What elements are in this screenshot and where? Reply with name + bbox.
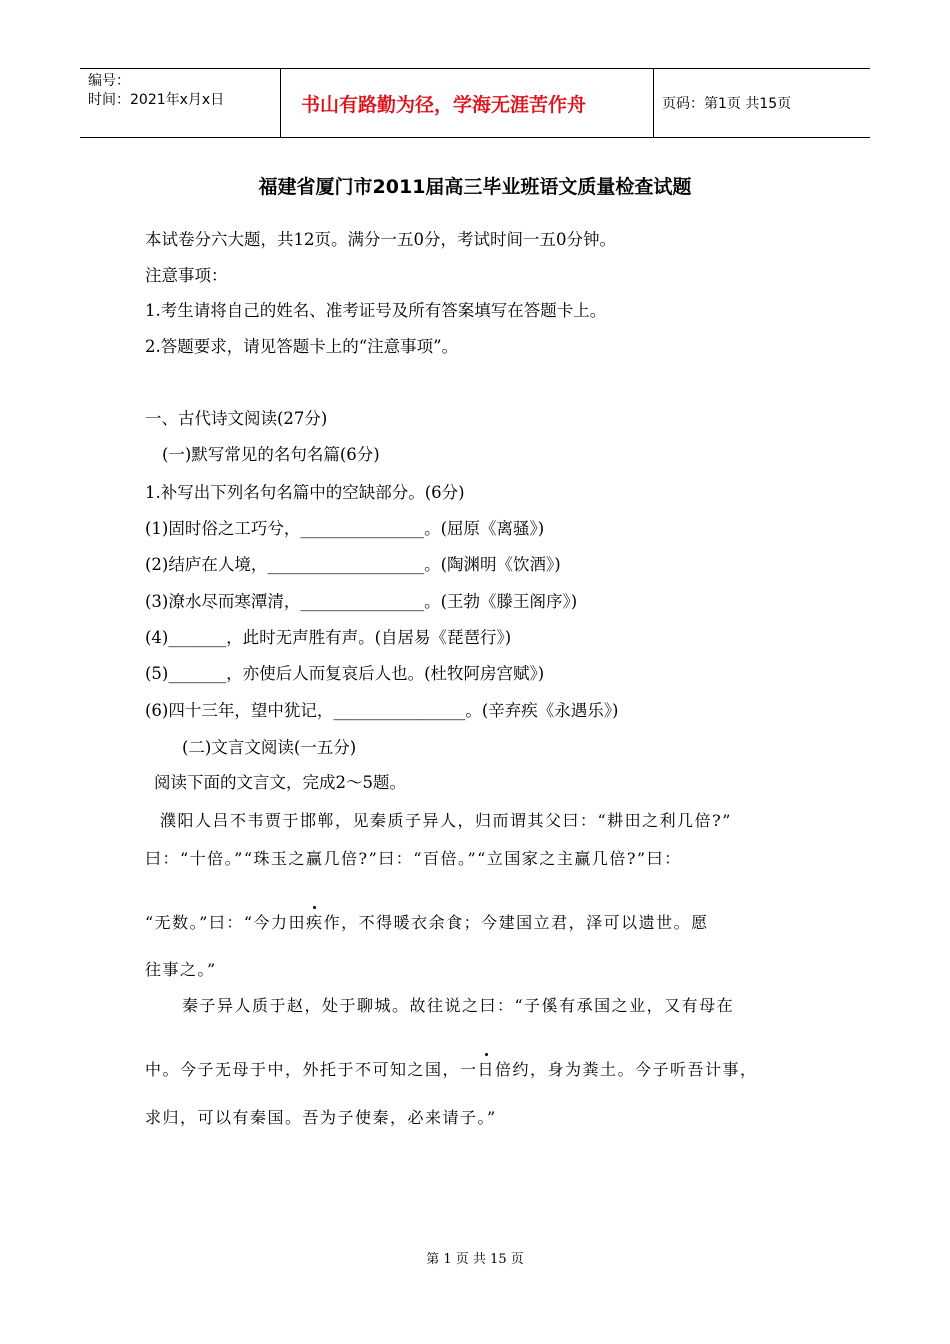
fill-item-4: (4)_______，此时无声胜有声。(自居易《琵琶行》) [145,628,512,647]
number-label: 编号： [88,73,130,89]
page-info-text: 页码：第1页 共15页 [662,96,792,112]
notice-item-1: 1.考生请将自己的姓名、准考证号及所有答案填写在答题卡上。 [145,301,607,320]
page-info-cell [654,69,870,137]
notice-item-2: 2.答题要求，请见答题卡上的“注意事项”。 [145,337,459,356]
notice-label: 注意事项： [145,266,228,285]
passage-line: 往事之。” [145,960,217,979]
passage-line [145,910,709,933]
motto-cell [281,69,654,137]
passage-text: 中。今子无母于中，外托于不可知之国，一 [145,1060,478,1079]
fill-item-5: (5)_______，亦使后人而复哀后人也。(杜牧阿房宫赋》) [145,664,545,683]
fill-item-1: (1)固时俗之工巧兮，_______________。(屈原《离骚》) [145,519,545,538]
passage-text: “无数。”曰：“今力田 [145,913,307,932]
page-footer: 第 1 页 共 15 页 [426,1252,524,1267]
time-label: 时间：2021年x月x日 [88,92,225,108]
passage-line: 求归，可以有秦国。吾为子使秦，必来请子。” [145,1108,497,1127]
intro-line: 本试卷分六大题，共12页。满分一五0分，考试时间一五0分钟。 [145,230,616,249]
header-meta-cell [80,69,281,137]
emphasis-char: 日 [477,1060,496,1079]
passage-line: 曰：“十倍。”“珠玉之赢几倍?”曰：“百倍。”“立国家之主赢几倍?”曰： [145,849,682,868]
part2-heading: (二)文言文阅读(一五分) [182,738,357,757]
fill-item-3: (3)潦水尽而寒潭清，_______________。(王勃《滕王阁序》) [145,592,578,611]
section1-heading: 一、古代诗文阅读(27分) [145,409,328,428]
header-table [80,68,870,138]
fill-item-2: (2)结庐在人境，___________________。(陶渊明《饮酒》) [145,555,561,574]
passage-text: 倍约，身为粪土。今子听吾计事， [495,1060,758,1079]
emphasis-char: 疾 [306,913,324,932]
part1-heading: (一)默写常见的名句名篇(6分) [162,445,380,464]
fill-item-6: (6)四十三年，望中犹记，________________。(辛弃疾《永遇乐》) [145,701,619,720]
passage-line: 濮阳人吕不韦贾于邯郸，见秦质子异人，归而谓其父曰：“耕田之利几倍?” [160,811,732,830]
passage-line: 秦子异人质于赵，处于聊城。故往说之曰：“子傒有承国之业，又有母在 [182,996,735,1015]
reading-instruction: 阅读下面的文言文，完成2～5题。 [154,773,406,792]
motto-text: 书山有路勤为径，学海无涯苦作舟 [301,93,587,116]
question1: 1.补写出下列名句名篇中的空缺部分。(6分) [145,483,465,502]
passage-line [145,1057,758,1080]
document-title: 福建省厦门市2011届高三毕业班语文质量检查试题 [258,176,692,198]
passage-text: 作，不得暖衣余食；今建国立君，泽可以遗世。愿 [323,913,709,932]
